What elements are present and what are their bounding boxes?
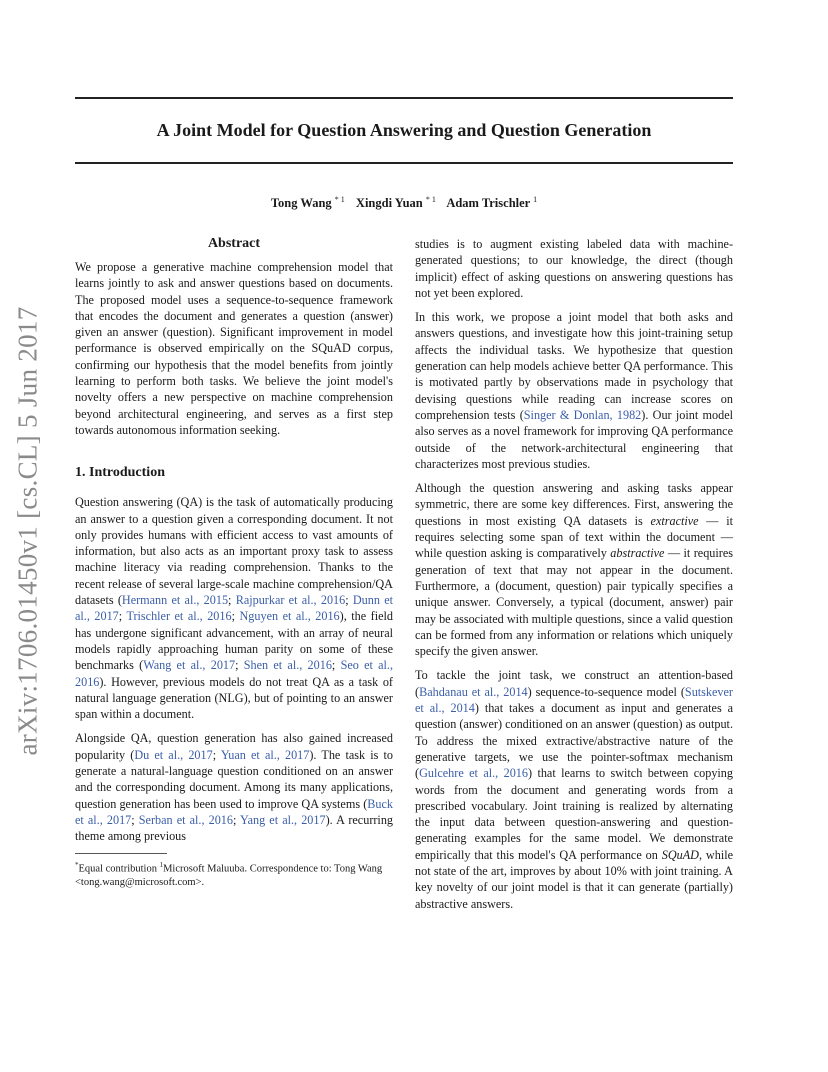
citation-link[interactable]: Nguyen et al., 2016: [239, 609, 340, 624]
citation-link[interactable]: Buck et al., 2017: [75, 796, 393, 827]
author-affiliation-mark: * 1: [425, 195, 436, 204]
citation-link[interactable]: Yuan et al., 2017: [220, 747, 310, 762]
author-name: Xingdi Yuan: [355, 196, 423, 211]
paragraph: Alongside QA, question generation has also gained increased popularity (Du et al., 2017; Yuan et al., 2017). The task is to generate a natural-language question conditioned on an answer and the corresponding document. Among its many applications, question generation has been used to improve QA systems (Buck et al., 2017; Serban et al., 2016; Yang et al., 2017). A recurring theme among previous: [75, 731, 394, 844]
paragraph: To tackle the joint task, we construct an attention-based (Bahdanau et al., 2014) sequence-to-sequence model (Sutskever et al., 2014) that takes a document as input and generates a question (answer) conditioned on an answer (question) as output. To address the mixed extractive/abstractive nature of the generative targets, we use the pointer-softmax mechanism (Gulcehre et al., 2016) that learns to switch between copying words from the document and generating words from a prescribed vocabulary. Joint training is realized by alternating the input data between question-answering and question-generating examples for the same model. We demonstrate empirically that this model's QA performance on SQuAD, while not state of the art, improves by about 10% with joint training. A key novelty of our joint model is that it can generate (partially) abstractive answers.: [415, 668, 734, 911]
citation-link[interactable]: Rajpurkar et al., 2016: [235, 593, 346, 608]
arxiv-stamp: [8, 298, 48, 763]
author-name: Adam Trischler: [446, 196, 530, 211]
citation-link[interactable]: Shen et al., 2016: [243, 658, 332, 673]
citation-link[interactable]: Trischler et al., 2016: [126, 609, 232, 624]
title-top-rule: [75, 97, 733, 99]
citation-link[interactable]: Sutskever et al., 2014: [415, 684, 733, 716]
footnote: *Equal contribution $^1$Microsoft Maluuba. Correspondence to: Tong Wang <tong.wang@microsoft.com>.: [75, 860, 383, 888]
citation-link[interactable]: Bahdanau et al., 2014: [419, 684, 528, 699]
abstract-text: We propose a generative machine comprehension model that learns jointly to ask and answer questions based on documents. The proposed model uses a sequence-to-sequence framework that encodes the document and generates a question (answer) given an answer (question). Significant improvement in model performance is observed empirically on the SQuAD corpus, confirming our hypothesis that the model benefits from jointly learning to perform both tasks. We believe the joint model's novelty offers a new perspective on machine comprehension beyond architectural engineering, and serves as a first step towards autonomous information seeking.: [75, 260, 393, 437]
author-affiliation-mark: * 1: [334, 195, 345, 204]
citation-link[interactable]: Du et al., 2017: [134, 747, 213, 762]
section-heading: 1. Introduction: [75, 465, 165, 481]
left-column: [75, 235, 393, 890]
paragraph: Although the question answering and asking tasks appear symmetric, there are some key differences. First, answering the questions in most existing QA datasets is extractive — it requires selecting some span of text within the document — while question asking is comparatively abstractive — it requires generation of text that may not appear in the document. Furthermore, a (document, question) pair typically specifies a unique answer. Conversely, a typical (document, answer) pair may be associated with multiple questions, since a valid question can be formed from any information or relations which uniquely specify the given answer.: [415, 481, 733, 659]
citation-link[interactable]: Dunn et al., 2017: [75, 593, 394, 624]
citation-link[interactable]: Serban et al., 2016: [138, 812, 233, 827]
right-column: [415, 236, 733, 920]
author-name: Tong Wang: [270, 196, 332, 211]
paragraph: In this work, we propose a joint model that both asks and answers questions, and investigate how this joint-training setup affects the individual tasks. We hypothesize that question generation can help models achieve better QA performance. This is motivated partly by observations made in psychology that devising questions while reading can increase scores on comprehension tests (Singer & Donlan, 1982). Our joint model also serves as a novel framework for improving QA performance outside of the network-architectural engineering that characterizes most previous studies.: [415, 310, 734, 471]
arxiv-identifier: arXiv:1706.01450v1 [cs.CL] 5 Jun 2017: [12, 305, 43, 756]
citation-link[interactable]: Gulcehre et al., 2016: [419, 766, 528, 781]
author-affiliation-mark: 1: [533, 195, 538, 204]
abstract-heading: Abstract: [207, 236, 261, 251]
citation-link[interactable]: Hermann et al., 2015: [121, 593, 229, 608]
citation-link[interactable]: Yang et al., 2017: [240, 812, 326, 827]
paragraph: studies is to augment existing labeled data with machine-generated questions; to our knowledge, the direct (though implicit) effect of asking questions on answering questions has not yet been explored.: [415, 237, 733, 300]
citation-link[interactable]: Seo et al., 2016: [75, 658, 394, 689]
citation-link[interactable]: Singer & Donlan, 1982: [523, 407, 642, 422]
citation-link[interactable]: Wang et al., 2017: [143, 658, 236, 673]
footnote-rule: [75, 853, 167, 854]
paper-title: A Joint Model for Question Answering and Question Generation: [156, 120, 652, 140]
paragraph: Question answering (QA) is the task of automatically producing an answer to a question given a corresponding document. It not only provides humans with efficient access to vast amounts of information, but also acts as an important proxy task to assess machine literacy via reading comprehension. Thanks to the recent release of several large-scale machine comprehension/QA datasets (Hermann et al., 2015; Rajpurkar et al., 2016; Dunn et al., 2017; Trischler et al., 2016; Nguyen et al., 2016), the field has undergone significant advancement, with an array of neural models rapidly approaching human parity on some of these benchmarks (Wang et al., 2017; Shen et al., 2016; Seo et al., 2016). However, previous models do not treat QA as a task of natural language generation (NLG), but of pointing to an answer span within a document.: [75, 495, 394, 722]
author-list: [75, 191, 733, 212]
title-bottom-rule: [75, 162, 733, 164]
